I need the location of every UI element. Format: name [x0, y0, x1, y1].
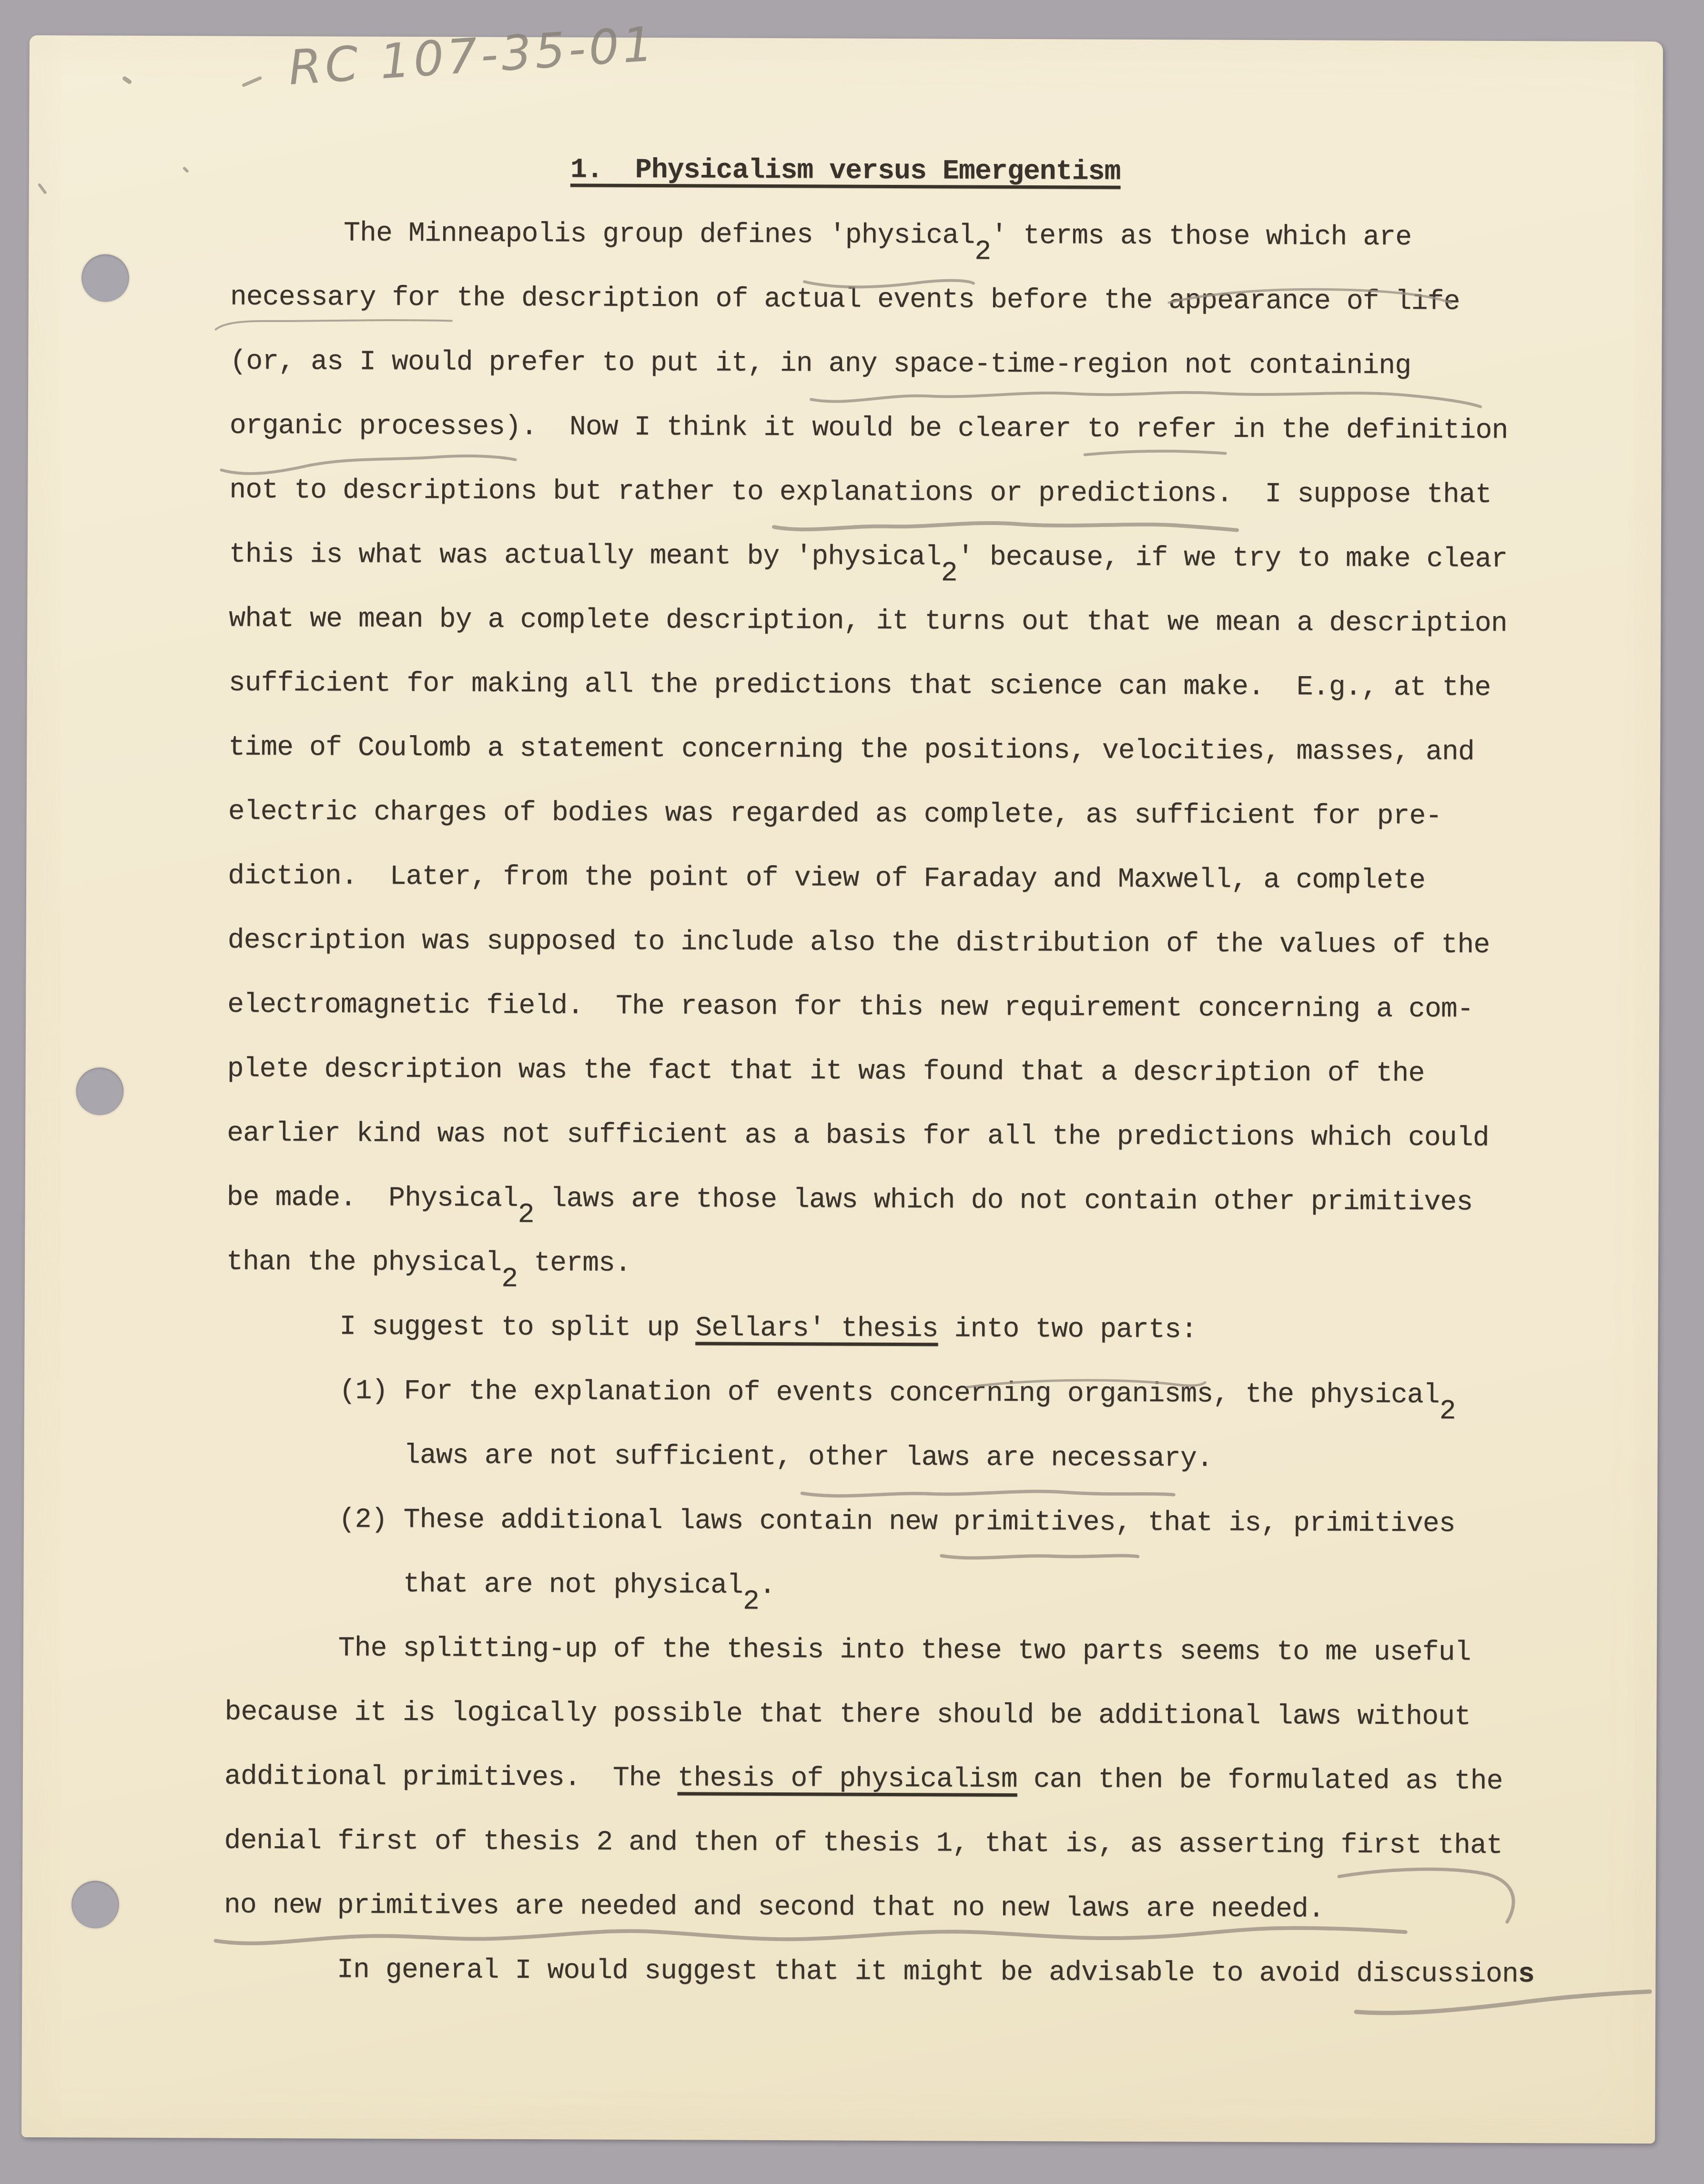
pencil-mark-margin-dot-a: [125, 79, 130, 82]
typed-line: organic processes). Now I think it would be clearer to refer in the definition: [229, 410, 1508, 446]
typed-line: I suggest to split up Sellars' thesis into two parts:: [226, 1311, 1197, 1346]
typed-line: plete description was the fact that it was found that a description of the: [227, 1053, 1425, 1090]
typed-text: [223, 137, 1541, 2007]
typed-line: not to descriptions but rather to explanations or predictions. I suppose that: [229, 475, 1491, 511]
typed-line: laws are not sufficient, other laws are necessary.: [225, 1439, 1213, 1475]
typed-line: because it is logically possible that there should be additional laws without: [224, 1697, 1471, 1733]
typed-line: (or, as I would prefer to put it, in any space-time-region not containing: [230, 346, 1411, 382]
manuscript-page: [21, 16, 1663, 2144]
typed-line: what we mean by a complete description, it turns out that we mean a description: [229, 603, 1507, 639]
typed-line: time of Coulomb a statement concerning the positions, velocities, masses, and: [228, 732, 1474, 768]
pencil-mark-margin-dash: [244, 78, 260, 85]
pencil-mark-margin-tick-corner: [40, 185, 45, 192]
typed-line: denial first of thesis 2 and then of thesis 1, that is, as asserting first that: [224, 1825, 1503, 1861]
archive-code-handwritten: RC 107-35-01: [286, 16, 658, 96]
hole-punch-top: [81, 254, 129, 302]
typed-line: diction. Later, from the point of view of Faraday and Maxwell, a complete: [228, 860, 1426, 897]
typed-line: description was supposed to include also the distribution of the values of the: [227, 925, 1490, 961]
pencil-mark-margin-dot-b: [184, 168, 187, 171]
typed-line: sufficient for making all the predictions that science can make. E.g., at the: [228, 667, 1491, 704]
typed-line: this is what was actually meant by 'physical2' because, if we try to make clear: [229, 539, 1508, 589]
typed-line: necessary for the description of actual events before the appearance of life: [230, 282, 1460, 318]
typed-line: The Minneapolis group defines 'physical2' terms as those which are: [230, 217, 1412, 268]
typed-line: (1) For the explanation of events concerning organisms, the physical2: [225, 1375, 1456, 1427]
typed-line: additional primitives. The thesis of physicalism can then be formulated as the: [224, 1761, 1503, 1797]
typed-line: that are not physical2.: [225, 1568, 776, 1618]
typed-line: electromagnetic field. The reason for this new requirement concerning a com-: [227, 989, 1473, 1025]
typed-line: 1. Physicalism versus Emergentism: [570, 154, 1121, 188]
typed-line: electric charges of bodies was regarded as complete, as sufficient for pre-: [228, 796, 1442, 832]
typed-line: than the physical2 terms.: [226, 1246, 631, 1295]
typed-line: earlier kind was not sufficient as a basis for all the predictions which could: [227, 1118, 1489, 1154]
typed-line: be made. Physical2 laws are those laws which do not contain other primitives: [226, 1182, 1473, 1231]
hole-punch-middle: [76, 1067, 123, 1115]
typed-line: In general I would suggest that it might be advisable to avoid discussions: [223, 1954, 1534, 1991]
typed-line: (2) These additional laws contain new primitives, that is, primitives: [225, 1504, 1455, 1540]
typed-line: no new primitives are needed and second that no new laws are needed.: [223, 1890, 1325, 1925]
typed-line: The splitting-up of the thesis into these two parts seems to me useful: [224, 1632, 1471, 1668]
hole-punch-bottom: [71, 1881, 119, 1928]
